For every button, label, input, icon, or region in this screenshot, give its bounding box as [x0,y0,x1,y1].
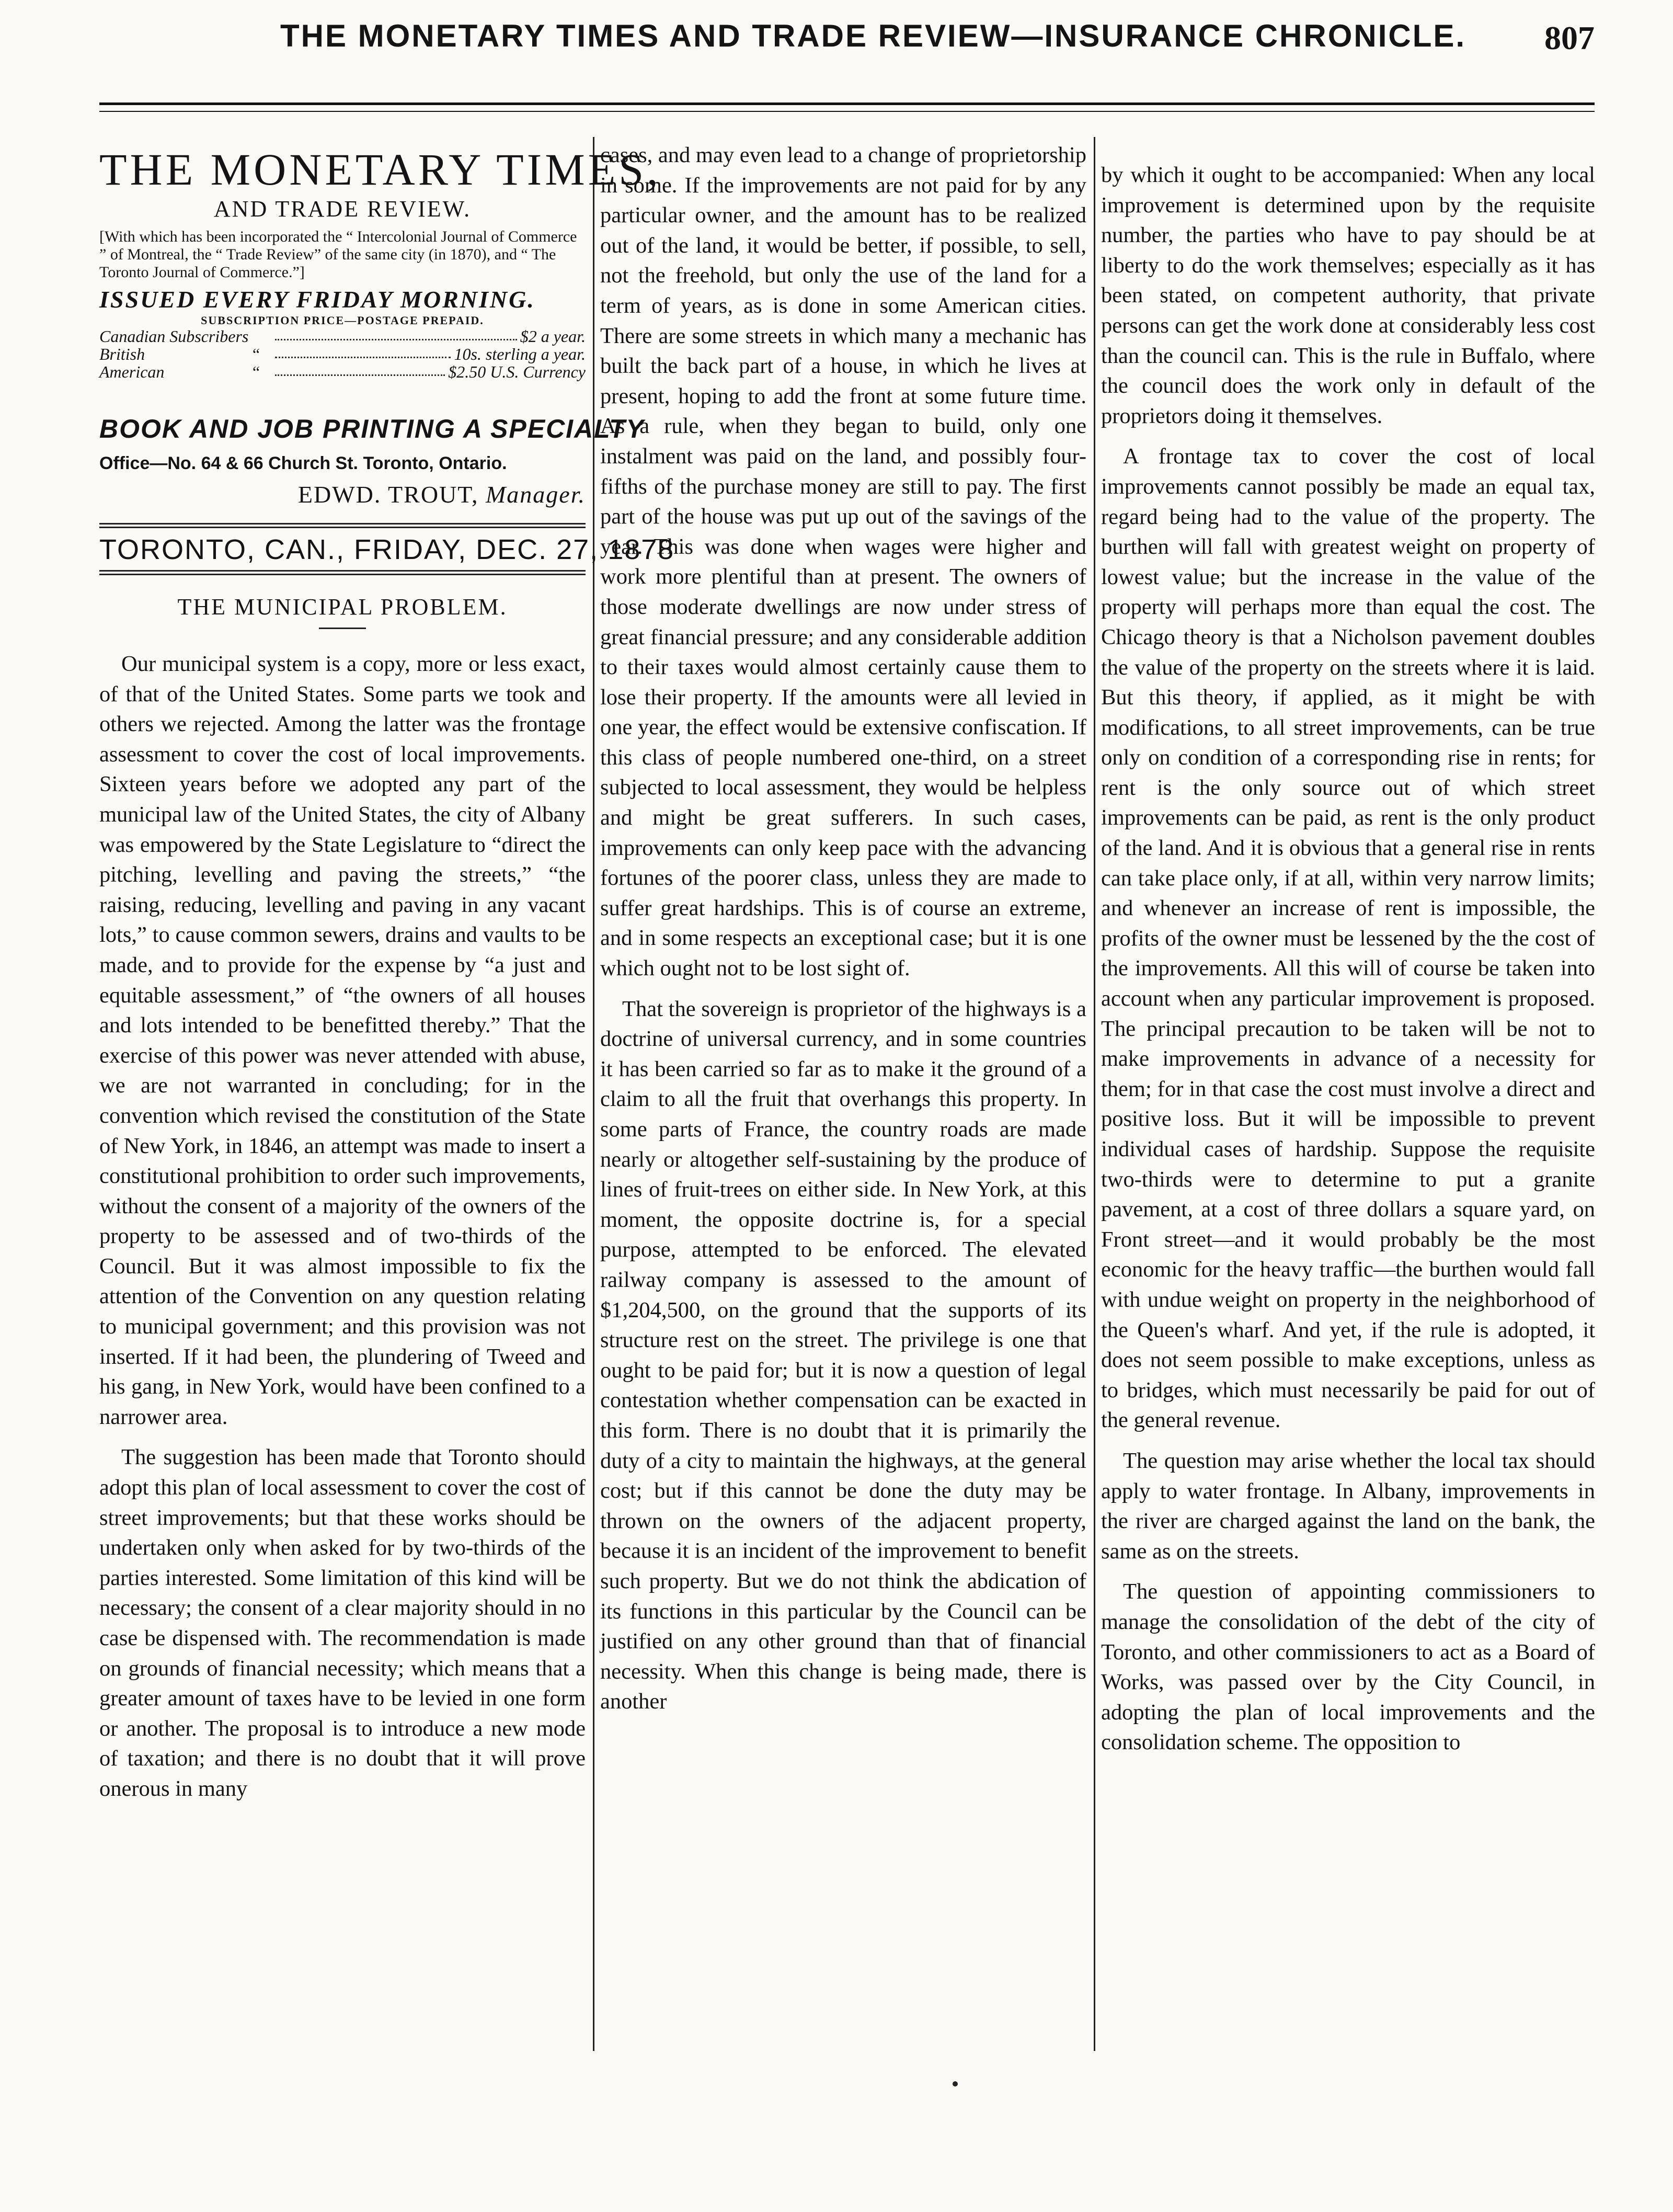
running-head [99,18,1595,81]
header-rule [99,102,1595,105]
price-ditto: “ [252,362,260,381]
price-region: American [99,362,165,381]
paragraph: That the sovereign is proprietor of the highways is a doctrine of universal currency, and in some countries it has been carried so far as to make it the ground of a claim to all the fruit that overhangs this property. In some parts of France, the country roads are made nearly or altogether self-sustaining by the produce of lines of fruit-trees on either side. In New York, at this moment, the opposite doctrine is, for a special purpose, attempted to be enforced. The elevated railway company is assessed to the amount of $1,204,500, on the ground that the supports of its structure rest on the street. The privilege is one that ought to be paid for; but it is now a question of legal contestation whether compensation can be exacted in this form. There is no doubt that it is primarily the duty of a city to maintain the highways, at the general cost; but if this cannot be done the duty may be thrown on the owners of the adjacent property, because it is an incident of the improvement to benefit such property. But we do not think the abdication of its functions in this particular by the Council can be justified on any other ground than that of financial necessity. When this change is being made, there is another [600,996,1086,1714]
column-divider [1094,137,1095,2051]
dateline-rule-bottom [99,570,586,575]
paragraph: The suggestion has been made that Toronto should adopt this plan of local assessment to cover the cost of street improvements; but that these works should be undertaken only when asked for by two-thirds of the parties interested. Some limitation of this kind will be necessary; the consent of a clear majority should in no case be dispensed with. The recommendation is made on grounds of financial necessity; which means that a greater amount of taxes have to be levied in one form or another. The proposal is to introduce a new mode of taxation; and there is no doubt that it will prove onerous in many [99,1445,586,1801]
price-row [99,363,586,381]
page-mark [953,2081,958,2086]
issued-line: ISSUED EVERY FRIDAY MORNING. [99,286,535,313]
price-amount: $2.50 U.S. Currency [448,362,586,381]
price-amount: 10s. sterling a year. [454,345,586,363]
column-3 [1101,160,1595,2069]
price-list [99,327,586,381]
headline-rule [319,628,366,629]
dot-leader [275,327,517,340]
header-rule-thin [99,111,1595,112]
manager-title: Manager. [485,481,586,508]
page-number: 807 [1544,19,1595,56]
price-region: British [99,345,145,363]
paragraph: The question may arise whether the local tax should apply to water frontage. In Albany, improvements in the river are charged against the land on the bank, the same as on the streets. [1101,1448,1595,1564]
dateline: TORONTO, CAN., FRIDAY, DEC. 27, 1878 [99,534,675,565]
office-address: Office—No. 64 & 66 Church St. Toronto, Ontario. [99,453,507,473]
dot-leader [275,363,445,376]
paragraph: cases, and may even lead to a change of proprietorship in some. If the improvements are not paid for by any particular owner, and the amount has to be realized out of the land, it would be better, if possible, to sell, not the freehold, but only the use of the land for a term of years, as is done in some American cities. There are some streets in which many a mechanic has built the back part of a house, in which he lives at present, hoping to add the front at some future time. As a rule, when they began to build, only one instalment was paid on the land, and possibly four-fifths of the purchase money are still to pay. The first part of the house was put up out of the savings of the year. This was done when wages were higher and work more plentiful than at present. The owners of those moderate dwellings are now under stress of great financial pressure; and any considerable addition to their taxes would almost certainly cause them to lose their property. If the amounts were all levied in one year, the effect would be extensive confiscation. If this class of people numbered one-third, on a street subjected to local assessment, they would be helpless and might be great sufferers. In such cases, improvements can only keep pace with the advancing fortunes of the poorer class, unless they are made to suffer great hardships. This is of course an extreme, and in some respects an exceptional case; but it is one which ought not to be lost sight of. [600,143,1086,981]
masthead-note: [With which has been incorporated the “ Intercolonial Journal of Commerce ” of Montreal, the “ Trade Review” of the same city (in 1870), and “ The Toronto Journal of Commerce.”] [99,228,577,281]
price-ditto [240,327,272,345]
paragraph: A frontage tax to cover the cost of local improvements cannot possibly be made an equal tax, regard being had to the value of the property. The burthen will fall with greatest weight on property of lowest value; but the increase in the value of the property will perhaps more than equal the cost. The Chicago theory is that a Nicholson pavement doubles the value of the property on the streets where it is laid. But this theory, if applied, as it might be with modifications, to all street improvements, can be true only on condition of a corresponding rise in rents; for rent is the only source out of which street improvements can be paid, as rent is the only product of the land. And it is obvious that a general rise in rents can take place only, if at all, within very narrow limits; and whenever an increase of rent is impossible, the profits of the owner must be lessened by the the cost of the improvements. All this will of course be taken into account when any particular improvement is proposed. The principal precaution to be taken will be not to make improvements in advance of a necessity for them; for in that case the cost must involve a direct and positive loss. But it will be impossible to prevent individual cases of hardship. Suppose the requisite two-thirds were to determine to put a granite pavement, at a cost of three dollars a square yard, on Front street—and it would probably be the most economic for the heavy traffic—the burthen would fall with undue weight on property in the neighborhood of the Queen's wharf. And yet, if the rule is adopted, it does not seem possible to make exceptions, unless as to bridges, which must necessarily be paid for out of the general revenue. [1101,444,1595,1433]
manager-name: EDWD. TROUT, [297,481,479,508]
paragraph: The question of appointing commissioners to manage the consolidation of the debt of the city of Toronto, and other commissioners to act as a Board of Works, was passed over by the City Council, in adopting the plan of local improvements and the consolidation scheme. The opposition to [1101,1579,1595,1755]
paragraph: by which it ought to be accompanied: When any local improvement is determined upon by the requisite number, the parties who have to pay should be at liberty to do the work themselves; especially as it has been stated, on competent authority, that private persons can get the work done at considerably less cost than the council can. This is the rule in Buffalo, where the council does the work only in default of the proprietors doing it themselves. [1101,163,1595,428]
article-headline: THE MUNICIPAL PROBLEM. [177,594,508,620]
subscription-heading: SUBSCRIPTION PRICE—POSTAGE PREPAID. [201,314,484,327]
manager-line [99,480,586,509]
book-job-printing: BOOK AND JOB PRINTING A SPECIALTY [99,414,645,443]
masthead-title: THE MONETARY TIMES, [99,144,661,195]
dot-leader [275,345,451,358]
paragraph: Our municipal system is a copy, more or less exact, of that of the United States. Some parts we took and others we rejected. Among the latter was the frontage assessment to cover the cost of local improvements. Sixteen years before we adopted any part of the municipal law of the United States, the city of Albany was empowered by the State Legislature to “direct the pitching, levelling and paving the streets,” “the raising, reducing, levelling and paving in any vacant lots,” to cause common sewers, drains and vaults to be made, and to provide for the expense by “a just and equitable assessment,” of “the owners of all houses and lots intended to be benefitted thereby.” That the exercise of this power was never attended with abuse, we are not warranted in concluding; for in the convention which revised the constitution of the State of New York, in 1846, an attempt was made to insert a constitutional prohibition to order such improvements, without the consent of a majority of the owners of the property to be assessed and of two-thirds of the Council. But it was almost impossible to fix the attention of the Convention on any question relating to municipal government; and this provision was not inserted. If it had been, the plundering of Tweed and his gang, in New York, would have been confined to a narrower area. [99,652,586,1429]
masthead [99,144,675,575]
price-amount: $2 a year. [520,327,586,346]
column-1 [99,144,675,2053]
masthead-subtitle: AND TRADE REVIEW. [213,196,472,222]
running-title: THE MONETARY TIMES AND TRADE REVIEW—INSURANCE CHRONICLE. [280,18,1466,53]
column-2 [600,140,1086,2049]
price-ditto: “ [252,345,260,363]
price-row [99,345,586,363]
price-region: Canadian Subscribers [99,327,249,346]
price-row [99,327,586,345]
dateline-rule-top [99,523,586,528]
